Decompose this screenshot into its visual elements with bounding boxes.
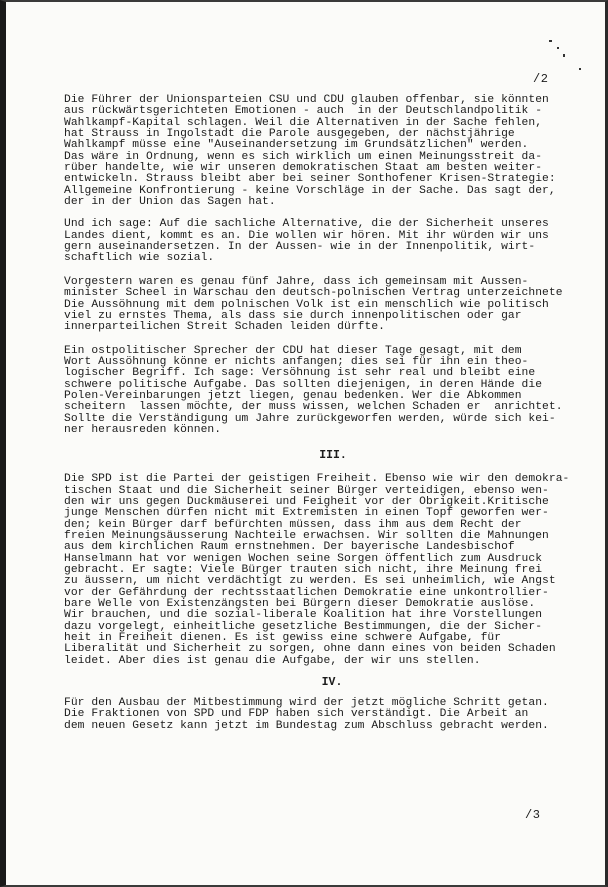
page-number-bottom: /3 (525, 808, 541, 822)
section-heading: III. (319, 449, 347, 463)
paragraph: Die SPD ist die Partei der geistigen Freiheit. Ebenso wie wir den demokra- tischen Staat und die Sicherheit seiner Bürger verteidigen, ebenso wen- den wir uns gegen Duckmäuserei und Feigheit vor der Obrigkeit.Kritische junge Menschen dürfen nicht mit Extremisten in einen Topf geworfen wer- den; kein Bürger darf befürchten müssen, dass ihm aus dem Recht der freien Meinungsäusserung Nachteile erwachsen. Wir sollten die Mahnungen aus dem kirchlichen Raum ernstnehmen. Der bayerische Landesbischof Hanselmann hat vor wenigen Wochen seine Sorgen öffentlich zum Ausdruck gebracht. Er sagte: Viele Bürger trauten sich nicht, ihre Meinung frei zu äussern, um nicht verdächtigt zu werden. Es sei unheimlich, wie Angst vor der Gefährdung der rechtsstaatlichen Demokratie eine unkontrollier- bare Welle von Existenzängsten bei Bürgern dieser Demokratie auslöse. Wir brauchen, und die sozial-liberale Koalition hat ihre Vorstellungen dazu vorgelegt, einheitliche gesetzliche Bestimmungen, die der Sicher- heit in Freiheit dienen. Es ist gewiss eine schwere Aufgabe, für Liberalität und Sicherheit zu sorgen, ohne dann eines von beiden Schaden leidet. Aber dies ist genau die Aufgabe, der wir uns stellen. (64, 473, 570, 667)
section-heading: IV. (321, 676, 343, 690)
scan-speck (557, 47, 559, 49)
scan-speck (579, 68, 581, 70)
paragraph: Und ich sage: Auf die sachliche Alternative, die der Sicherheit unseres Landes dient, kommt es an. Die wollen wir hören. Mit ihr würden wir uns gern auseinandersetzen. In der Aussen- wie in der Innenpolitik, wirt- schaftlich wie sozial. (64, 218, 549, 265)
paragraph: Für den Ausbau der Mitbestimmung wird der jetzt mögliche Schritt getan. Die Fraktionen von SPD und FDP haben sich verständigt. Die Arbeit an dem neuen Gesetz kann jetzt im Bundestag zum Abschluss gebracht werden. (64, 697, 549, 732)
paragraph: Die Führer der Unionsparteien CSU und CDU glauben offenbar, sie könnten aus rückwärtsgerichteten Emotionen - auch in der Deutschlandpolitik - Wahlkampf-Kapital schlagen. Weil die Alternativen in der Sache fehlen, hat Strauss in Ingolstadt die Parole ausgegeben, der nächstjährige Wahlkampf müsse eine "Auseinandersetzung im Grundsätzlichen" werden. Das wäre in Ordnung, wenn es sich wirklich um einen Meinungsstreit da- rüber handelte, wie wir unseren demokratischen Staat am besten weiter- entwickeln. Strauss bleibt aber bei seiner Sonthofener Krisen-Strategie: Allgemeine Konfrontierung - keine Vorschläge in der Sache. Das sagt der, der in der Union das Sagen hat. (64, 94, 556, 209)
document-body (64, 95, 592, 732)
page-number-top: /2 (533, 72, 549, 86)
scan-speck (549, 40, 552, 42)
scan-speck (563, 54, 565, 57)
paragraph: Ein ostpolitischer Sprecher der CDU hat dieser Tage gesagt, mit dem Wort Aussöhnung könne er nichts anfangen; dies sei für ihn ein theo- logischer Begriff. Ich sage: Versöhnung ist sehr real und bleibt eine schwere politische Aufgabe. Das sollten diejenigen, in deren Hände die Polen-Vereinbarungen jetzt liegen, genau bedenken. Wer die Abkommen scheitern lassen möchte, der muss wissen, welchen Schaden er anrichtet. Sollte die Verständigung um Jahre zurückgeworfen werden, würde sich kei- ner herausreden können. (64, 344, 563, 436)
paragraph: Vorgestern waren es genau fünf Jahre, dass ich gemeinsam mit Aussen- minister Scheel in Warschau den deutsch-polnischen Vertrag unterzeichnete Die Aussöhnung mit dem polnischen Volk ist ein menschlich wie politisch viel zu ernstes Thema, als dass sie durch innenpolitischen oder gar innerparteilichen Streit Schaden leiden dürfte. (64, 275, 563, 334)
